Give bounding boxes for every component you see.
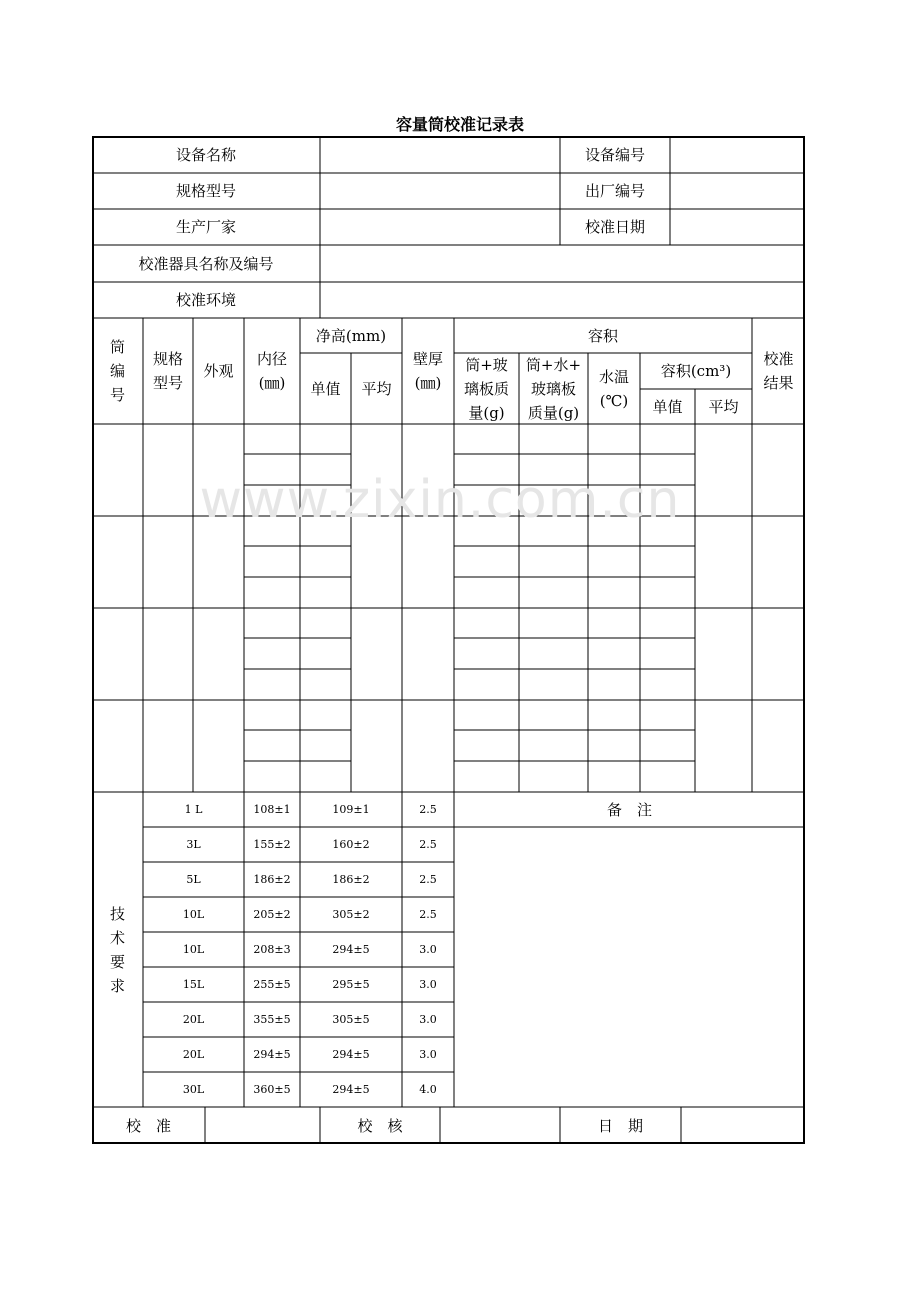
col-height-average: 平均: [361, 379, 392, 398]
tech-wall: 2.5: [419, 837, 437, 851]
tech-dia: 255±5: [253, 977, 291, 991]
tech-wall: 3.0: [419, 1012, 437, 1026]
tech-height: 109±1: [332, 802, 370, 816]
tech-wall: 2.5: [419, 802, 437, 816]
calib-tool-label: 校准器具名称及编号: [138, 254, 274, 273]
tech-size: 20L: [182, 1047, 205, 1061]
col-tube-water-glass-mass: 筒+水+ 玻璃板 质量(g): [525, 355, 582, 422]
calib-date-label: 校准日期: [584, 218, 645, 236]
col-appearance: 外观: [203, 362, 234, 380]
tech-dia: 155±2: [253, 837, 291, 851]
col-volume-single: 单值: [652, 397, 683, 416]
tech-size: 30L: [182, 1082, 205, 1096]
tech-height: 305±5: [332, 1012, 370, 1026]
col-water-temp: 水温 (℃): [598, 367, 629, 410]
tech-size: 15L: [182, 977, 205, 991]
tech-size: 20L: [182, 1012, 205, 1026]
tech-height: 186±2: [332, 872, 370, 886]
tech-size: 10L: [182, 907, 205, 921]
col-wall-thickness: 壁厚 (㎜): [412, 350, 443, 392]
tech-dia: 294±5: [253, 1047, 291, 1061]
tech-wall: 3.0: [419, 1047, 437, 1061]
col-volume-cm3: 容积(cm³): [660, 362, 732, 380]
tech-size: 5L: [186, 872, 201, 886]
tech-requirements-label: 技 术 要 求: [109, 904, 125, 995]
tech-dia: 360±5: [253, 1082, 291, 1096]
calibrate-label: 校 准: [125, 1116, 171, 1135]
tech-size: 3L: [186, 837, 201, 851]
col-tube-no: 筒 编 号: [109, 338, 125, 404]
col-net-height: 净高(mm): [315, 326, 387, 345]
tech-dia: 208±3: [253, 942, 291, 956]
factory-no-label: 出厂编号: [584, 182, 645, 200]
date-label: 日 期: [597, 1116, 643, 1135]
remark-label: 备 注: [606, 800, 652, 819]
tech-height: 160±2: [332, 837, 370, 851]
review-label: 校 核: [357, 1116, 403, 1135]
manufacturer-label: 生产厂家: [175, 218, 236, 236]
spec-label: 规格型号: [175, 182, 236, 200]
page-title: 容量筒校准记录表: [395, 115, 524, 134]
watermark: www.zixin.com.cn: [199, 470, 681, 530]
col-result: 校准 结果: [763, 350, 794, 392]
tech-dia: 186±2: [253, 872, 291, 886]
device-no-label: 设备编号: [584, 145, 645, 164]
tech-wall: 2.5: [419, 907, 437, 921]
record-table: [92, 136, 805, 1144]
tech-height: 294±5: [332, 1047, 370, 1061]
tech-dia: 205±2: [253, 907, 291, 921]
device-name-label: 设备名称: [175, 145, 236, 164]
tech-wall: 3.0: [419, 977, 437, 991]
tech-height: 294±5: [332, 942, 370, 956]
tech-height: 305±2: [332, 907, 370, 921]
tech-wall: 3.0: [419, 942, 437, 956]
col-inner-dia: 内径 (㎜): [256, 350, 287, 392]
tech-dia: 355±5: [253, 1012, 291, 1026]
col-height-single: 单值: [310, 379, 341, 398]
tech-wall: 4.0: [419, 1082, 437, 1096]
col-volume-average: 平均: [708, 397, 739, 416]
tech-size: 10L: [182, 942, 205, 956]
tech-height: 294±5: [332, 1082, 370, 1096]
col-volume: 容积: [587, 326, 618, 345]
tech-height: 295±5: [332, 977, 370, 991]
calib-env-label: 校准环境: [175, 291, 236, 309]
tech-wall: 2.5: [419, 872, 437, 886]
tech-dia: 108±1: [253, 802, 291, 816]
tech-size: 1 L: [184, 802, 203, 816]
col-tube-glass-mass: 筒+玻 璃板质 量(g): [463, 355, 509, 422]
col-spec: 规格 型号: [152, 350, 183, 392]
